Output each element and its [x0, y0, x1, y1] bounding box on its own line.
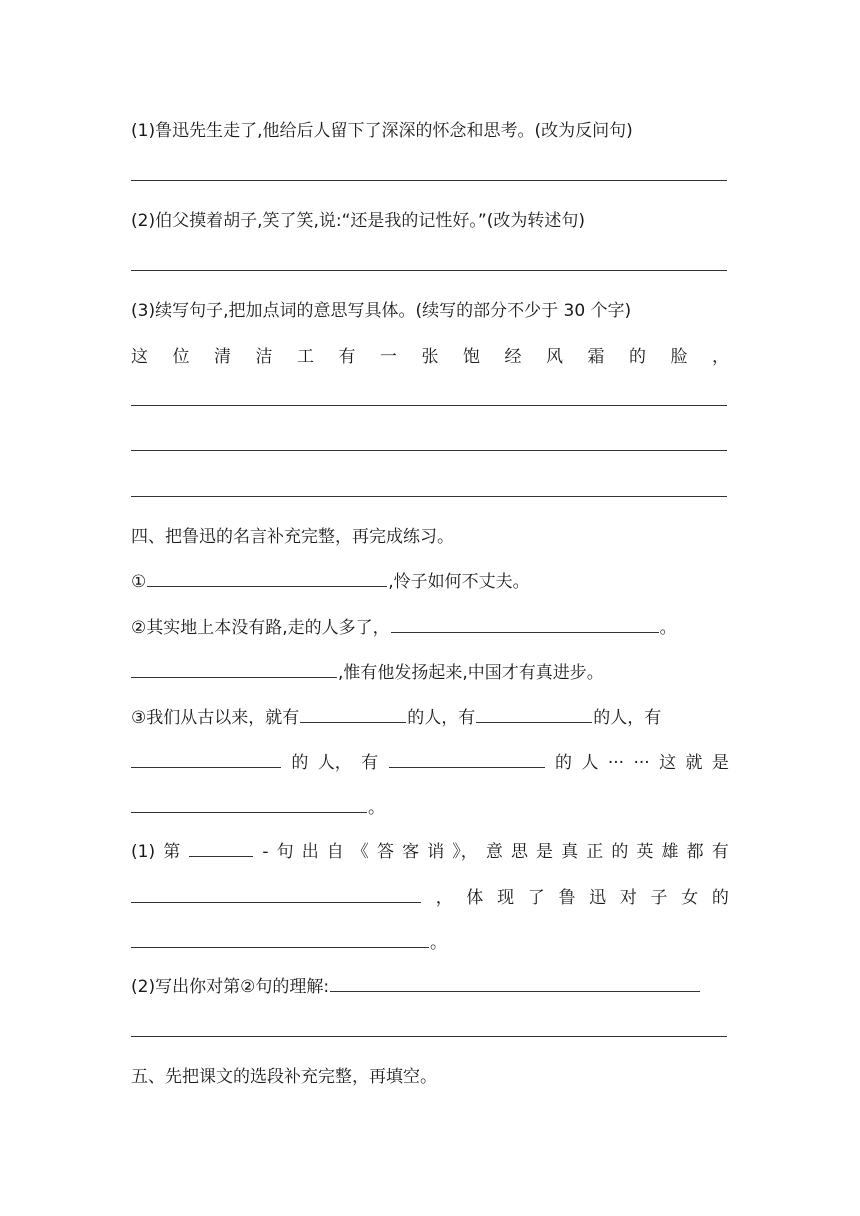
practice-1: (1) 第 - 句 出 自 《 答 客 诮 》， 意 思 是 真 正 的 英 雄 都 有: [131, 842, 729, 862]
quote-2-cont: ,惟有他发扬起来,中国才有真进步。: [131, 658, 729, 683]
answer-line[interactable]: [131, 1036, 727, 1037]
question-3-text: (3)续写句子,把加点词的意思写具体。(续写的部分不少于 30 个字): [131, 301, 632, 321]
answer-line[interactable]: [131, 450, 727, 451]
question-3-sentence: 这 位 清 洁 工 有 一 张 饱 经 风 霜 的 脸 ，: [131, 347, 729, 367]
answer-line[interactable]: [131, 180, 727, 181]
fill-blank[interactable]: [391, 618, 659, 633]
fill-blank[interactable]: [389, 753, 545, 768]
fill-blank[interactable]: [330, 977, 700, 992]
section-4-heading: 四、把鲁迅的名言补充完整，再完成练习。: [131, 527, 454, 547]
answer-line[interactable]: [131, 270, 727, 271]
fill-blank[interactable]: [131, 888, 421, 903]
practice-1-end: 。: [131, 928, 729, 953]
section-5-heading: 五、先把课文的选段补充完整，再填空。: [131, 1067, 437, 1087]
quote-3-cont: 的 人， 有 的 人 ··· ··· 这 就 是: [131, 748, 729, 773]
fill-blank[interactable]: [189, 842, 253, 857]
quote-3: ③我们从古以来，就有 的人，有 的人，有: [131, 708, 662, 728]
practice-1-cont: ， 体 现 了 鲁 迅 对 子 女 的: [131, 883, 729, 908]
fill-blank[interactable]: [131, 663, 337, 678]
answer-line[interactable]: [131, 405, 727, 406]
question-1-text: (1)鲁迅先生走了,他给后人留下了深深的怀念和思考。(改为反问句): [131, 121, 633, 141]
quote-2: ②其实地上本没有路,走的人多了， 。: [131, 618, 677, 638]
practice-2: (2)写出你对第②句的理解:: [131, 972, 729, 997]
answer-line[interactable]: [131, 496, 727, 497]
fill-blank[interactable]: [476, 708, 592, 723]
fill-blank[interactable]: [147, 572, 387, 587]
fill-blank[interactable]: [300, 708, 406, 723]
question-2-text: (2)伯父摸着胡子,笑了笑,说:“还是我的记性好。”(改为转述句): [131, 211, 585, 231]
fill-blank[interactable]: [131, 933, 429, 948]
quote-1: ① ,怜子如何不丈夫。: [131, 572, 530, 592]
fill-blank[interactable]: [131, 798, 367, 813]
fill-blank[interactable]: [131, 753, 281, 768]
quote-3-end: 。: [131, 793, 729, 818]
